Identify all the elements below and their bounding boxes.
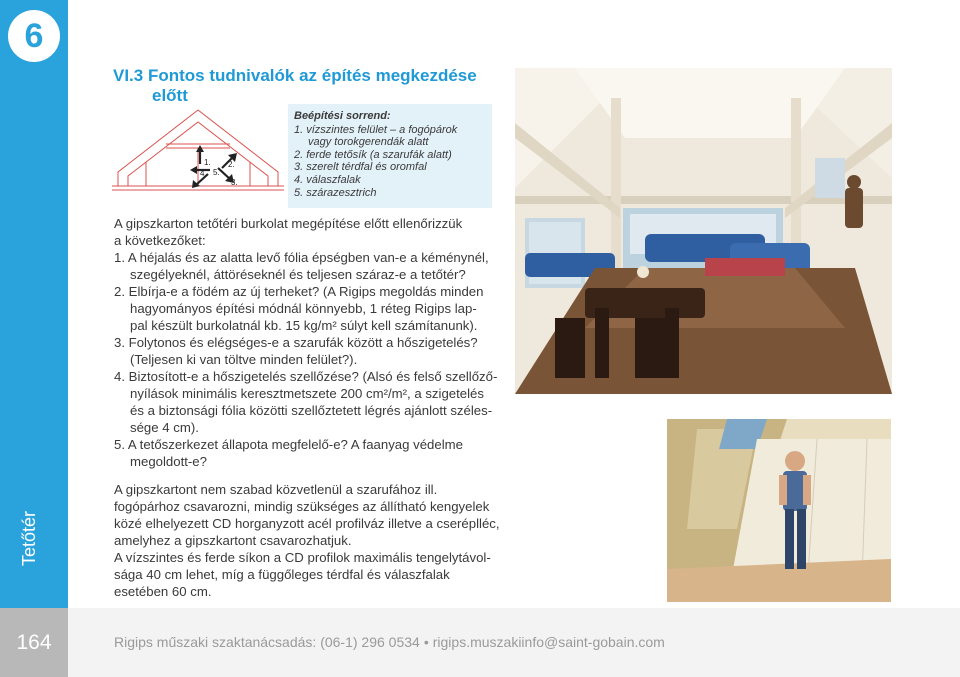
chapter-sidebar	[0, 0, 68, 677]
checklist-item: 1. A héjalás és az alatta levő fólia épségben van-e a kéménynél,	[114, 250, 489, 265]
checklist-item-cont: (Teljesen ki van töltve minden felület?).	[130, 352, 358, 367]
checklist-item-cont: hagyományos építési módnál könnyebb, 1 réteg Rigips lap-	[130, 301, 477, 316]
attic-living-room-photo	[515, 68, 892, 394]
diagram-label-5: 5.	[213, 168, 220, 177]
build-order-box	[288, 104, 492, 208]
diagram-label-2: 2.	[228, 160, 235, 169]
checklist-item-cont: sége 4 cm).	[130, 420, 199, 435]
checklist-item-cont: nyílások minimális keresztmetszete 200 cm²/m², a szigetelés	[130, 386, 484, 401]
build-order-heading: Beépítési sorrend:	[294, 110, 391, 122]
footer-email[interactable]: rigips.muszakiinfo@saint-gobain.com	[432, 634, 665, 650]
bottom-line: A vízszintes és ferde síkon a CD profilok maximális tengelytávol-	[114, 550, 491, 565]
checklist-item-cont: szegélyeknél, áttöréseknél és teljesen száraz-e a tetőtér?	[130, 267, 466, 282]
checklist-item: 2. Elbírja-e a födém az új terheket? (A Rigips megoldás minden	[114, 284, 484, 299]
section-title	[113, 66, 513, 106]
checklist-text	[114, 215, 497, 470]
build-step-1-cont: vagy torokgerendák alatt	[308, 136, 429, 149]
section-title-line1: VI.3 Fontos tudnivalók az építés megkezdése	[113, 66, 477, 85]
build-step-5: 5. szárazesztrich	[294, 186, 377, 199]
footer-bullet: •	[423, 634, 429, 650]
checklist-item: 3. Folytonos és elégséges-e a szarufák között a hőszigetelés?	[114, 335, 478, 350]
build-step-3: 3. szerelt térdfal és oromfal	[294, 161, 427, 174]
build-step-2: 2. ferde tetősík (a szarufák alatt)	[294, 148, 452, 161]
bottom-line: amelyhez a gipszkartont csavarozhatjuk.	[114, 533, 352, 548]
bottom-line: A gipszkartont nem szabad közvetlenül a szarufához ill.	[114, 482, 438, 497]
page-number: 164	[0, 608, 68, 677]
worker-installing-board-photo	[667, 419, 891, 602]
chapter-number: 6	[8, 10, 60, 62]
bottom-line: esetében 60 cm.	[114, 584, 212, 599]
diagram-label-3: 3.	[231, 178, 238, 187]
side-label: Tetőtér	[19, 510, 39, 566]
checklist-item: 5. A tetőszerkezet állapota megfelelő-e? A faanyag védelme	[114, 437, 463, 452]
checklist-item-cont: megoldott-e?	[130, 454, 207, 469]
bottom-line: közé elhelyezett CD horganyzott acél profilváz illetve a cseréplléc,	[114, 516, 500, 531]
checklist-item: 4. Biztosított-e a hőszigetelés szellőzése? (Alsó és felső szellőző-	[114, 369, 498, 384]
build-step-1: 1. vízszintes felület – a fogópárok	[294, 123, 458, 136]
bottom-line: fogópárhoz csavarozni, mindig szükséges az állítható kengyelek	[114, 499, 490, 514]
checklist-item-cont: pal készült burkolatnál kb. 15 kg/m² súlyt kell számítanunk).	[130, 318, 478, 333]
build-step-4: 4. válaszfalak	[294, 173, 361, 186]
diagram-label-4: 4.	[200, 169, 207, 178]
bottom-paragraph	[114, 481, 500, 600]
attic-diagram	[110, 106, 290, 196]
diagram-label-1: 1.	[204, 158, 211, 167]
bottom-line: sága 40 cm lehet, míg a függőleges térdfal és válaszfalak	[114, 567, 450, 582]
section-title-line2: előtt	[152, 86, 188, 105]
intro-line: a következőket:	[114, 233, 206, 248]
intro-line: A gipszkarton tetőtéri burkolat megépítése előtt ellenőrizzük	[114, 216, 463, 231]
checklist-item-cont: és a biztonsági fólia közötti szellőztetett légrés ajánlott széles-	[130, 403, 493, 418]
footer-phone: Rigips műszaki szaktanácsadás: (06-1) 296 0534	[114, 634, 420, 650]
footer	[114, 634, 665, 650]
